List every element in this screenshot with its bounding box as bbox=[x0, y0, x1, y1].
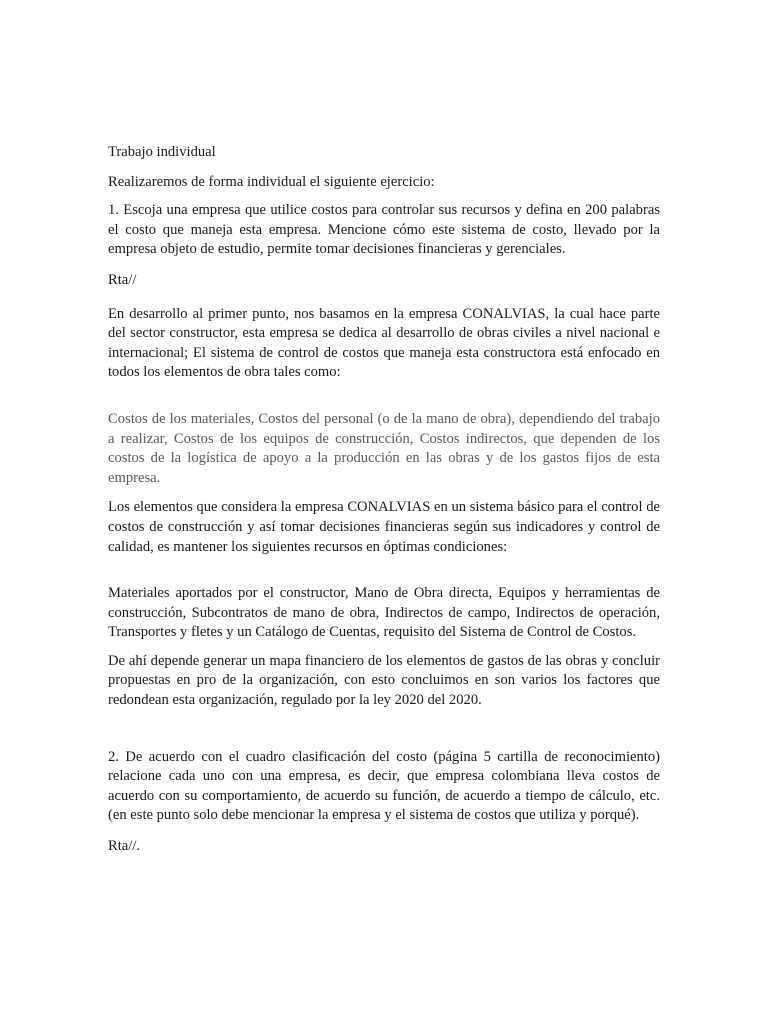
answer-1-paragraph-5: De ahí depende generar un mapa financiero de los elementos de gastos de las obras y concluir propuestas en pro de la organización, con esto concluimos en son varios los factores que redondean esta organización, regulado por la ley 2020 del 2020. bbox=[108, 652, 660, 709]
intro-paragraph: Realizaremos de forma individual el siguiente ejercicio: bbox=[108, 173, 435, 190]
answer-1-paragraph-2: Costos de los materiales, Costos del personal (o de la mano de obra), dependiendo del trabajo a realizar, Costos de los equipos de construcción, Costos indirectos, que dependen de los costos de la logística de apoyo a la producción en las obras y de los gastos fijos de esta empresa. bbox=[108, 410, 660, 486]
question-1: 1. Escoja una empresa que utilice costos para controlar sus recursos y defina en 200 palabras el costo que maneja esta empresa. Mencione cómo este sistema de costo, llevado por la empresa objeto de estudio, permite tomar decisiones financieras y gerenciales. bbox=[108, 202, 660, 258]
answer-1-paragraph-1: En desarrollo al primer punto, nos basamos en la empresa CONALVIAS, la cual hace parte del sector constructor, esta empresa se dedica al desarrollo de obras civiles a nivel nacional e internacional; El sistema de control de costos que maneja esta constructora está enfocado en todos los elementos de obra tales como: bbox=[108, 305, 660, 381]
answer-1-label: Rta// bbox=[108, 271, 137, 288]
answer-1-paragraph-3: Los elementos que considera la empresa CONALVIAS en un sistema básico para el control de costos de construcción y así tomar decisiones financieras según sus indicadores y control de calidad, es mantener los siguientes recursos en óptimas condiciones: bbox=[108, 499, 660, 555]
document-heading: Trabajo individual bbox=[108, 144, 216, 160]
document-body bbox=[108, 143, 660, 857]
question-2: 2. De acuerdo con el cuadro clasificación del costo (página 5 cartilla de reconocimiento) relacione cada uno con una empresa, es decir, que empresa colombiana lleva costos de acuerdo con su comportamiento, de acuerdo su función, de acuerdo a tiempo de cálculo, etc. (en este punto solo debe mencionar la empresa y el sistema de costos que utiliza y porqué). bbox=[108, 748, 660, 824]
answer-2-label: Rta//. bbox=[108, 838, 141, 855]
answer-1-paragraph-4: Materiales aportados por el constructor, Mano de Obra directa, Equipos y herramientas de construcción, Subcontratos de mano de obra, Indirectos de campo, Indirectos de operación, Transportes y fletes y un Catálogo de Cuentas, requisito del Sistema de Control de Costos. bbox=[108, 585, 660, 641]
